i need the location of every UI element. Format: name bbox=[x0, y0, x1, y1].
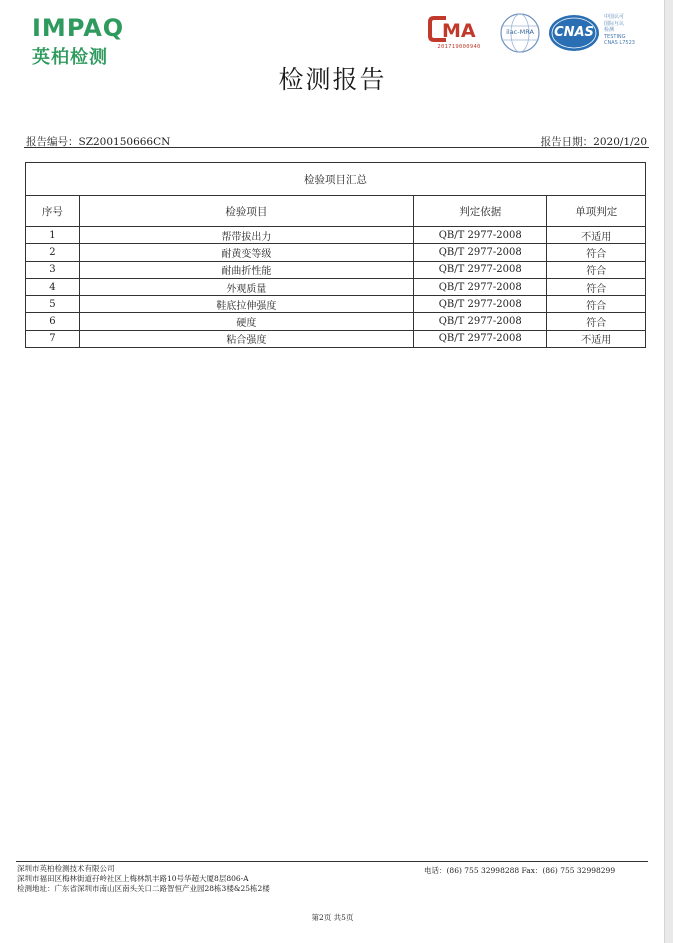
cnas-side-line: CNAS L7523 bbox=[604, 40, 635, 46]
cell-item: 鞋底拉伸强度 bbox=[79, 296, 413, 313]
page-number: 第2页 共5页 bbox=[311, 913, 354, 922]
cell-item: 粘合强度 bbox=[79, 330, 413, 347]
cell-seq: 3 bbox=[26, 261, 80, 278]
footer-address: 深圳市福田区梅林街道孖岭社区上梅林凯丰路10号华超大厦8层806-A bbox=[17, 874, 249, 883]
table-row bbox=[26, 330, 646, 347]
header-verdict: 单项判定 bbox=[547, 196, 646, 227]
cell-verdict: 符合 bbox=[547, 313, 646, 330]
cell-basis: QB/T 2977-2008 bbox=[414, 261, 547, 278]
footer-lab-address: 检测地址：广东省深圳市南山区南头关口二路智恒产业园28栋3楼&25栋2楼 bbox=[17, 884, 270, 893]
cell-verdict: 不适用 bbox=[547, 227, 646, 244]
cell-item: 帮带拔出力 bbox=[79, 227, 413, 244]
footer-divider bbox=[16, 861, 648, 862]
footer-contact: 电话：(86) 755 32998288 Fax：(86) 755 32998299 bbox=[424, 866, 616, 875]
cell-item: 外观质量 bbox=[79, 278, 413, 295]
cell-basis: QB/T 2977-2008 bbox=[414, 330, 547, 347]
cnas-label: CNAS bbox=[554, 25, 594, 40]
table-row bbox=[26, 227, 646, 244]
ilac-mra-mark bbox=[499, 12, 541, 54]
table-row bbox=[26, 261, 646, 278]
svg-text:MA: MA bbox=[442, 20, 476, 42]
cell-basis: QB/T 2977-2008 bbox=[414, 244, 547, 261]
cnas-side-line: 中国认可 bbox=[604, 14, 625, 20]
cnas-side-line: 检测 bbox=[604, 27, 615, 33]
header-item: 检验项目 bbox=[79, 196, 413, 227]
page-edge bbox=[665, 0, 673, 943]
cma-icon bbox=[428, 14, 490, 44]
cell-seq: 2 bbox=[26, 244, 80, 261]
logo-wordmark: IMPAQ bbox=[32, 14, 125, 42]
cnas-side-line: 国际互认 bbox=[604, 20, 625, 27]
header-seq: 序号 bbox=[26, 196, 80, 227]
table-row bbox=[26, 244, 646, 261]
meta-divider bbox=[24, 147, 649, 148]
cell-verdict: 符合 bbox=[547, 296, 646, 313]
cma-number: 201719000940 bbox=[437, 44, 481, 50]
logo-chinese: 英柏检测 bbox=[32, 47, 108, 68]
cell-basis: QB/T 2977-2008 bbox=[414, 296, 547, 313]
cell-basis: QB/T 2977-2008 bbox=[414, 313, 547, 330]
report-title: 检测报告 bbox=[278, 65, 387, 94]
cnas-mark bbox=[548, 13, 600, 53]
inspection-summary-table bbox=[25, 162, 646, 348]
cell-seq: 4 bbox=[26, 278, 80, 295]
table-row bbox=[26, 278, 646, 295]
table-row bbox=[26, 296, 646, 313]
header-basis: 判定依据 bbox=[414, 196, 547, 227]
ilac-label: ilac-MRA bbox=[506, 28, 534, 36]
cell-item: 耐黄变等级 bbox=[79, 244, 413, 261]
table-row bbox=[26, 313, 646, 330]
report-number: 报告编号：SZ200150666CN bbox=[26, 136, 171, 148]
table-caption: 检验项目汇总 bbox=[26, 163, 646, 196]
cma-mark bbox=[428, 14, 490, 54]
cell-basis: QB/T 2977-2008 bbox=[414, 278, 547, 295]
cnas-side-line: TESTING bbox=[604, 33, 626, 40]
cell-seq: 1 bbox=[26, 227, 80, 244]
report-date: 报告日期：2020/1/20 bbox=[540, 136, 647, 148]
cell-basis: QB/T 2977-2008 bbox=[414, 227, 547, 244]
cell-seq: 5 bbox=[26, 296, 80, 313]
cell-item: 硬度 bbox=[79, 313, 413, 330]
cell-seq: 7 bbox=[26, 330, 80, 347]
cell-verdict: 不适用 bbox=[547, 330, 646, 347]
cell-seq: 6 bbox=[26, 313, 80, 330]
cell-verdict: 符合 bbox=[547, 278, 646, 295]
cell-item: 耐曲折性能 bbox=[79, 261, 413, 278]
table-header-row bbox=[26, 196, 646, 227]
cnas-accreditation-text bbox=[604, 14, 646, 47]
cell-verdict: 符合 bbox=[547, 244, 646, 261]
footer-company: 深圳市英柏检测技术有限公司 bbox=[17, 864, 115, 873]
cell-verdict: 符合 bbox=[547, 261, 646, 278]
